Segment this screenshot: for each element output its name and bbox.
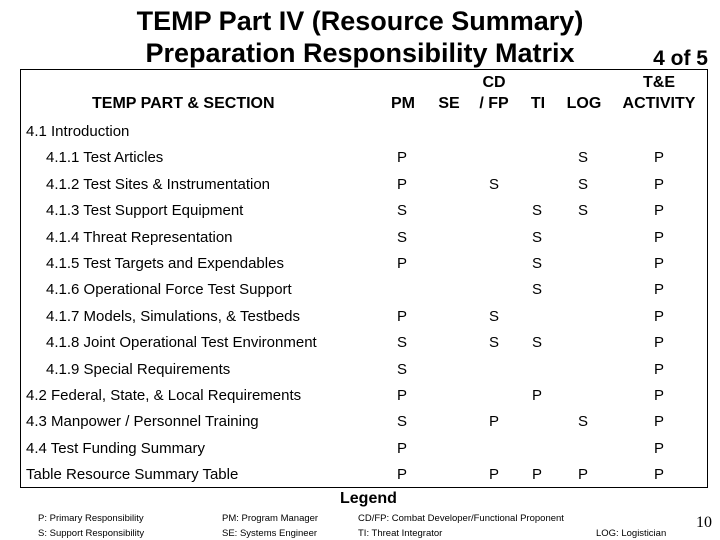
cell-pm: P (396, 255, 407, 272)
cell-pm: P (396, 308, 407, 325)
cell-pm: P (396, 440, 407, 457)
cell-pm: S (396, 361, 407, 378)
row-label: 4.3 Manpower / Personnel Training (26, 413, 259, 430)
cell-ti: S (531, 334, 542, 351)
slide-number: 10 (696, 514, 712, 531)
row-label: 4.1.2 Test Sites & Instrumentation (46, 176, 271, 193)
header-te-line2: ACTIVITY (622, 95, 696, 112)
row-label: 4.1.9 Special Requirements (46, 361, 231, 378)
cell-te: P (653, 202, 664, 219)
cell-te: P (653, 281, 664, 298)
cell-te: P (653, 229, 664, 246)
row-label: 4.1.6 Operational Force Test Support (46, 281, 292, 298)
cell-pm: S (396, 229, 407, 246)
cell-ti: S (531, 255, 542, 272)
cell-pm: S (396, 413, 407, 430)
row-label: 4.1.8 Joint Operational Test Environment (46, 334, 317, 351)
row-label: 4.1.3 Test Support Equipment (46, 202, 244, 219)
row-label: Table Resource Summary Table (26, 466, 239, 483)
cell-log: S (577, 149, 588, 166)
header-cdfp-line2: / FP (479, 95, 509, 112)
cell-cdfp: P (488, 466, 499, 483)
header-section: TEMP PART & SECTION (92, 95, 275, 112)
cell-pm: P (396, 466, 407, 483)
legend-cdfp: CD/FP: Combat Developer/Functional Proponent (358, 513, 564, 524)
legend-pm: PM: Program Manager (222, 513, 319, 524)
legend-primary: P: Primary Responsibility (38, 513, 144, 524)
cell-pm: P (396, 176, 407, 193)
cell-te: P (653, 387, 664, 404)
legend-ti: TI: Threat Integrator (358, 528, 443, 539)
cell-log: S (577, 413, 588, 430)
page-indicator: 4 of 5 (653, 47, 708, 70)
cell-cdfp: S (488, 176, 499, 193)
header-cdfp-line1: CD (482, 74, 506, 91)
cell-te: P (653, 334, 664, 351)
header-pm: PM (391, 95, 415, 112)
cell-te: P (653, 149, 664, 166)
cell-ti: S (531, 229, 542, 246)
cell-pm: S (396, 202, 407, 219)
row-label: 4.2 Federal, State, & Local Requirements (26, 387, 302, 404)
header-te-line1: T&E (643, 74, 675, 91)
cell-log: P (577, 466, 588, 483)
cell-te: P (653, 255, 664, 272)
cell-log: S (577, 202, 588, 219)
legend-support: S: Support Responsibility (38, 528, 145, 539)
header-log: LOG (566, 95, 602, 112)
cell-cdfp: S (488, 334, 499, 351)
header-se: SE (438, 95, 460, 112)
cell-te: P (653, 176, 664, 193)
cell-ti: P (531, 387, 542, 404)
cell-ti: P (531, 466, 542, 483)
row-label: 4.1.1 Test Articles (46, 149, 164, 166)
cell-te: P (653, 466, 664, 483)
row-label: 4.4 Test Funding Summary (26, 440, 205, 457)
cell-cdfp: S (488, 308, 499, 325)
cell-pm: P (396, 387, 407, 404)
title-line-2: Preparation Responsibility Matrix (145, 38, 575, 68)
cell-pm: P (396, 149, 407, 166)
cell-te: P (653, 308, 664, 325)
legend-title: Legend (340, 490, 397, 507)
row-label: 4.1 Introduction (26, 123, 130, 140)
cell-te: P (653, 413, 664, 430)
cell-cdfp: P (488, 413, 499, 430)
cell-ti: S (531, 281, 542, 298)
legend-se: SE: Systems Engineer (222, 528, 318, 539)
cell-te: P (653, 361, 664, 378)
cell-te: P (653, 440, 664, 457)
row-label: 4.1.7 Models, Simulations, & Testbeds (46, 308, 301, 325)
title-line-1: TEMP Part IV (Resource Summary) (136, 6, 584, 36)
row-label: 4.1.5 Test Targets and Expendables (46, 255, 284, 272)
cell-log: S (577, 176, 588, 193)
header-ti: TI (530, 95, 546, 112)
cell-ti: S (531, 202, 542, 219)
legend-log: LOG: Logistician (596, 528, 667, 539)
row-label: 4.1.4 Threat Representation (46, 229, 233, 246)
cell-pm: S (396, 334, 407, 351)
